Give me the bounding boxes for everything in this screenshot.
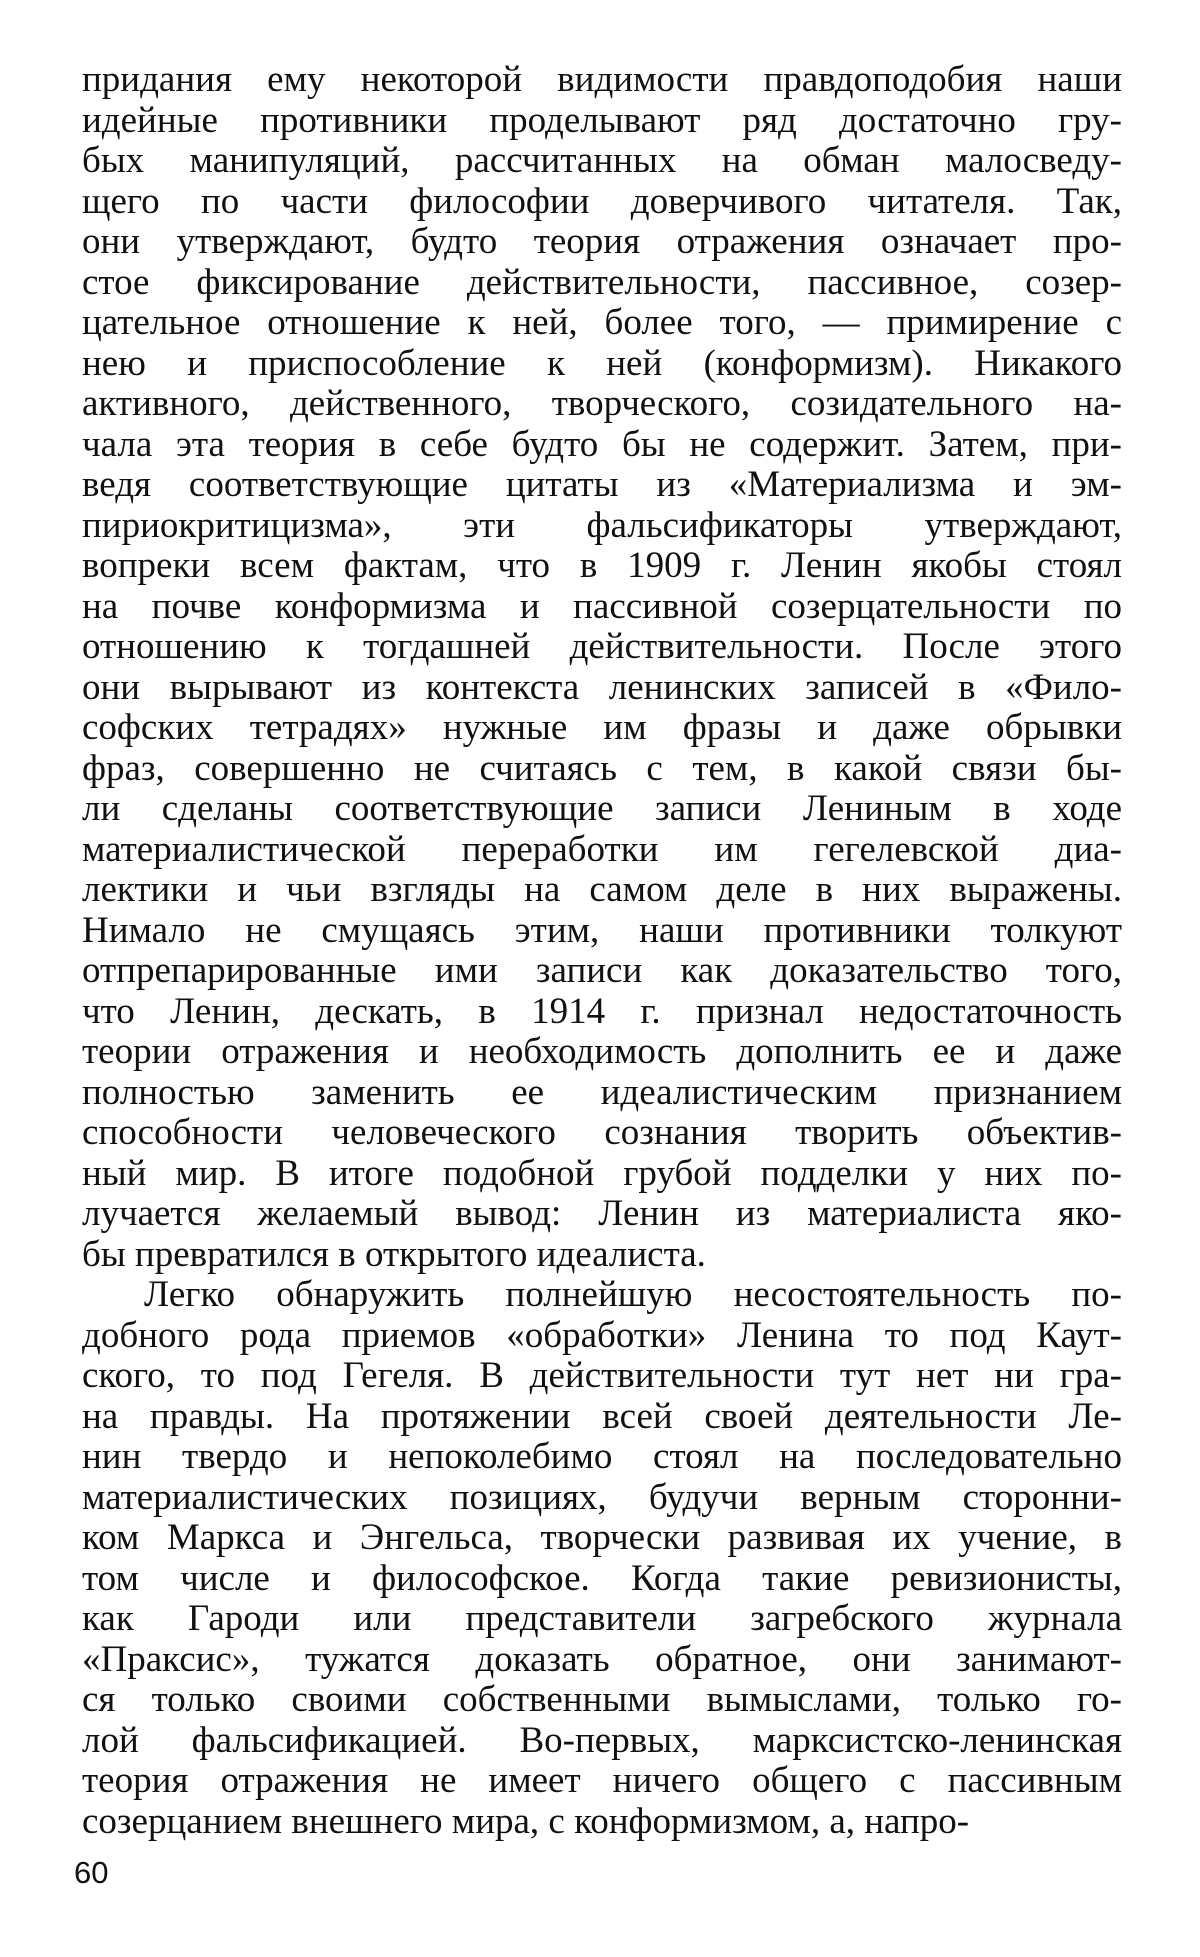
text-line: бых манипуляций, рассчитанных на обман малосведу- [82,140,1122,181]
text-line: на правды. На протяжении всей своей деятельности Ле- [82,1395,1122,1437]
text-line: вопреки всем фактам, что в 1909 г. Ленин якобы стоял [82,545,1122,586]
text-line: материалистических позициях, будучи верным сторонни- [82,1476,1122,1518]
text-line: теории отражения и необходимость дополнить ее и даже [82,1031,1122,1072]
text-line: материалистической переработки им гегелевской диа- [82,828,1122,870]
text-line: отпрепарированные ими записи как доказательство того, [82,950,1122,991]
text-line: на почве конформизма и пассивной созерцательности по [82,585,1122,627]
text-line: ского, то под Гегеля. В действительности тут нет ни гра- [82,1355,1122,1396]
paragraph-1 [82,60,1122,1275]
text-line: нин твердо и непоколебимо стоял на последовательно [82,1436,1122,1477]
text-line: стое фиксирование действительности, пассивное, созер- [82,261,1122,303]
text-line: активного, действенного, творческого, созидательного на- [82,383,1122,424]
text-line: том числе и философское. Когда такие ревизионисты, [82,1557,1122,1599]
text-line: придания ему некоторой видимости правдоподобия наши [82,59,1122,100]
text-line: они вырывают из контекста ленинских записей в «Фило- [82,666,1122,708]
text-line: софских тетрадях» нужные им фразы и даже обрывки [82,707,1122,748]
text-line: они утверждают, будто теория отражения означает про- [82,221,1122,262]
text-line: созерцанием внешнего мира, с конформизмом, а, напро- [82,1800,970,1842]
page-number: 60 [74,1855,109,1890]
text-line: теория отражения не имеет ничего общего с пассивным [82,1760,1122,1801]
text-line: отношению к тогдашней действительности. После этого [82,626,1122,667]
text-line: фраз, совершенно не считаясь с тем, в какой связи бы- [82,747,1122,789]
text-line: чала эта теория в себе будто бы не содержит. Затем, при- [82,423,1122,465]
paragraph-2 [82,1275,1122,1842]
text-line: что Ленин, дескать, в 1914 г. признал недостаточность [82,990,1122,1032]
text-line: щего по части философии доверчивого читателя. Так, [82,180,1122,222]
text-line: «Праксис», тужатся доказать обратное, они занимают- [82,1638,1122,1680]
text-line: Легко обнаружить полнейшую несостоятельность по- [144,1274,1122,1315]
text-line: как Гароди или представители загребского журнала [82,1598,1122,1639]
text-line: ся только своими собственными вымыслами, только го- [82,1679,1122,1720]
text-line: полностью заменить ее идеалистическим признанием [82,1071,1122,1113]
text-line: цательное отношение к ней, более того, — примирение с [82,302,1122,343]
text-line: лой фальсификацией. Во-первых, марксистско-ленинская [82,1719,1122,1761]
text-line: лектики и чьи взгляды на самом деле в них выражены. [82,869,1122,910]
text-line: Нимало не смущаясь этим, наши противники толкуют [82,909,1122,951]
text-line: добного рода приемов «обработки» Ленина то под Каут- [82,1314,1122,1356]
text-line: ком Маркса и Энгельса, творчески развивая их учение, в [82,1517,1122,1558]
text-line: идейные противники проделывают ряд достаточно гру- [82,99,1122,141]
text-line: нею и приспособление к ней (конформизм). Никакого [82,342,1122,384]
text-line: ли сделаны соответствующие записи Лениным в ходе [82,788,1122,829]
text-line: способности человеческого сознания творить объектив- [82,1112,1122,1153]
text-line: пириокритицизма», эти фальсификаторы утверждают, [82,504,1122,546]
body-text [82,60,1122,1842]
text-line: лучается желаемый вывод: Ленин из материалиста яко- [82,1193,1122,1234]
text-line: бы превратился в открытого идеалиста. [82,1233,706,1275]
text-line: ведя соответствующие цитаты из «Материализма и эм- [82,464,1122,505]
text-line: ный мир. В итоге подобной грубой подделки у них по- [82,1152,1122,1194]
